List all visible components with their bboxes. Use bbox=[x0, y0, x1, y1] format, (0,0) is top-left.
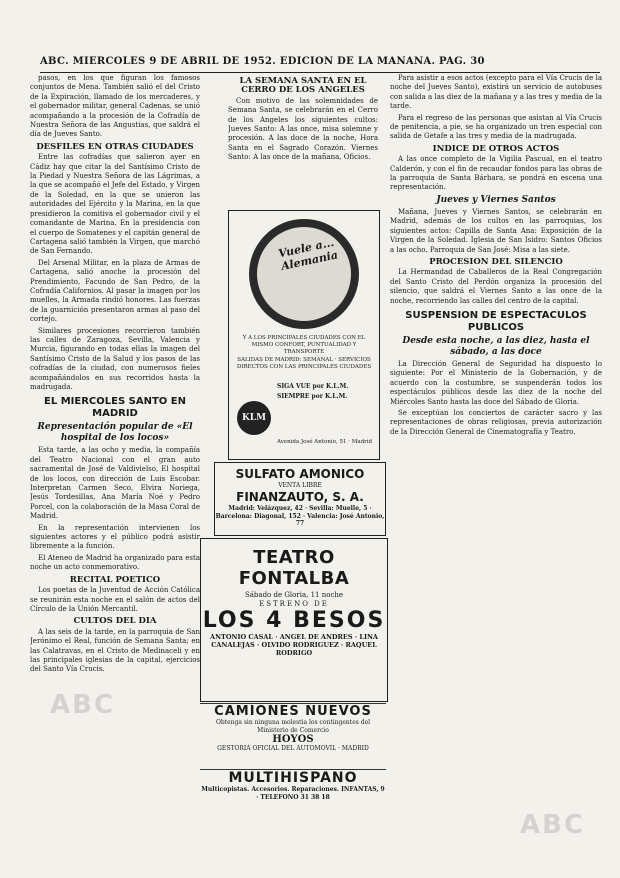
column-right bbox=[390, 74, 602, 854]
ad-cast: ANTONIO CASAL · ANGEL DE ANDRES · LINA CANALEJAS · OLVIDO RODRIGUEZ · RAQUEL RODRIGO bbox=[210, 633, 378, 657]
section-heading: RECITAL POETICO bbox=[69, 574, 161, 585]
paragraph: Los poetas de la Juventud de Acción Católica se reunirán esta noche en el salón de actos del Círculo de la Unión Mercantil. bbox=[30, 586, 200, 613]
section-heading: SUSPENSION DE ESPECTACULOS PUBLICOS bbox=[405, 309, 587, 333]
ad-brand: HOYOS bbox=[272, 734, 314, 745]
paragraph: A las once completo de la Vigilia Pascual, en el teatro Calderón, y con el fin de recaudar fondos para las obras de la parroquia de Santa Bárbara, se pondrá en escena una representación. bbox=[390, 155, 602, 192]
ad-text: SIGA VUE por K.L.M. bbox=[277, 383, 349, 390]
paragraph: Se exceptúan los conciertos de carácter sacro y las representaciones de obras religiosas, previa autorización de la Dirección General de Cinematografía y Teatro. bbox=[390, 408, 602, 436]
paragraph: pasos, en los que figuran los famosos conjuntos de Mena. También salió el del Cristo de la Expiración, llamado de los mercaderes, y el gobernador militar, general Cadenas, se unió acompañando a la procesión de la Cofradía de Nuestra Señora de las Angustias, que saldrá el día de Jueves Santo. bbox=[30, 74, 200, 139]
klm-advertisement bbox=[228, 210, 380, 460]
ad-text: SIEMPRE por K.L.M. bbox=[277, 393, 348, 400]
ad-title: SULFATO AMONICO bbox=[235, 467, 365, 481]
ad-slogan: Vuele a... Alemania bbox=[277, 235, 340, 274]
ad-brand: FINANZAUTO, S. A. bbox=[236, 490, 364, 504]
paragraph: La Hermandad de Caballeros de la Real Congregación del Santo Cristo del Perdón organiza la procesión del silencio, que saldrá el Viernes Santo a las once de la noche, recorriendo las calles del centro de la capital. bbox=[390, 268, 602, 305]
paragraph: Del Arsenal Militar, en la plaza de Armas de Cartagena, salió anoche la procesión del Prendimiento, Facundo de San Pedro, de la Cofradía Californios. Al pasar la imagen por los muelles, la Armada rindió honores. Las fuerzas de la guarnición presentaron armas al paso del cortejo. bbox=[30, 258, 200, 324]
ad-date: Sábado de Gloria, 11 noche bbox=[244, 591, 344, 599]
ad-title: TEATRO FONTALBA bbox=[238, 547, 350, 589]
ad-text: Obtenga sin ninguna molestia los contingentes del Ministerio de Comercio bbox=[215, 719, 371, 734]
section-heading: CULTOS DEL DIA bbox=[73, 616, 157, 627]
section-heading: LA SEMANA SANTA EN EL CERRO DE LOS ANGELES bbox=[239, 76, 367, 96]
ad-text: SALIDAS DE MADRID: SEMANAL · SERVICIOS DIRECTOS CON LAS PRINCIPALES CIUDADES bbox=[236, 357, 372, 370]
section-heading: PROCESION DEL SILENCIO bbox=[429, 256, 563, 267]
watermark: ABC bbox=[520, 810, 586, 840]
paragraph: El Ateneo de Madrid ha organizado para esta noche un acto conmemorativo. bbox=[30, 553, 200, 572]
ad-title: CAMIONES NUEVOS bbox=[214, 704, 372, 719]
ad-title: MULTIHISPANO bbox=[228, 770, 358, 786]
ad-text: Multicopistas. Accesorios. Reparaciones. INFANTAS, 9 · TELEFONO 31 38 18 bbox=[201, 786, 385, 801]
globe-icon bbox=[249, 219, 359, 329]
section-heading: EL MIERCOLES SANTO EN MADRID bbox=[44, 396, 186, 420]
paragraph: Similares procesiones recorrieron también las calles de Zaragoza, Sevilla, Valencia y Murcia, figurando en todas ellas la imagen del Santísimo Cristo de la Salud y los pasos de las cofradías de la ciudad, con numerosos fieles acompañándolos en sus recorridos hasta la madrugada. bbox=[30, 326, 200, 391]
subheading: Representación popular de «El hospital de los locos» bbox=[37, 422, 193, 444]
watermark: ABC bbox=[50, 690, 116, 720]
column-left bbox=[30, 74, 200, 854]
paragraph: Para asistir a esos actos (excepto para el Vía Crucis de la noche del Jueves Santo), existirá un servicio de autobuses con salida a las diez de la mañana y a las tres y media de la tarde. bbox=[390, 74, 602, 111]
paragraph: En la representación intervienen los siguientes actores y el público podrá asistir libremente a la función. bbox=[30, 523, 200, 551]
ad-address: GESTORIA OFICIAL DEL AUTOMOVIL · MADRID bbox=[217, 745, 369, 752]
paragraph: Esta tarde, a las ocho y media, la compañía del Teatro Nacional con el gran auto sacramental de José de Valdivielso, El hospital de los locos, con dirección de Luis Escobar. Interpretan Carmen Seco, Elvira Noriega, Jesús Tordesillas, Ana María Noé y Pedro Porcel, con la colaboración de la Masa Coral de Madrid. bbox=[30, 446, 200, 521]
subheading: Jueves y Viernes Santos bbox=[436, 194, 556, 205]
paragraph: Con motivo de las solemnidades de Semana Santa, se celebrarán en el Cerro de los Angeles los siguientes cultos: Jueves Santo: A las once, misa solemne y procesión. A las doce de la noche, Hora Santa en el Sagrado Corazón. Viernes Santo: A las once de la mañana, Oficios. bbox=[228, 96, 378, 162]
teatro-advertisement bbox=[200, 538, 388, 702]
ad-details: Madrid: Velázquez, 42 · Sevilla: Muelle, 5 · Barcelona: Diagonal, 152 · Valencia: José Antonio, 77 bbox=[215, 505, 385, 527]
section-heading: INDICE DE OTROS ACTOS bbox=[432, 143, 560, 154]
paragraph: A las seis de la tarde, en la parroquia de San Jerónimo el Real, función de Semana Santa; en las Calatravas, en el Cristo de Medinaceli y en las principales iglesias de la capital, ejercicios del Santo Vía Crucis. bbox=[30, 627, 200, 674]
ad-address: Avenida José Antonio, 51 · Madrid bbox=[277, 439, 373, 445]
paragraph: Entre las cofradías que salieron ayer en Cádiz hay que citar la del Santísimo Cristo de la Piedad y Nuestra Señora de las Lágrimas, a la que se acompañó el Jefe del Estado, y Virgen de la Soledad, en la que se unieron las autoridades del Ejército y la Marina, en la que presidieron la comitiva el gobernador civil y el comandante de Marina. En la presidencia con el cuerpo de Somatenes y el capitán general de Cartagena salió también la Virgen, que marchó de San Fernando. bbox=[30, 153, 200, 256]
ad-subtitle: VENTA LIBRE bbox=[278, 482, 322, 489]
ad-estreno: ESTRENO DE bbox=[259, 600, 329, 608]
sulfato-advertisement bbox=[214, 462, 386, 536]
paragraph: Mañana, Jueves y Viernes Santos, se celebrarán en Madrid, además de los cultos en las parroquias, los siguientes actos: Capilla de Santa Ana: Exposición de la Virgen de la Soledad. Iglesia de San Isidro: Santos Oficios a las ocho. Parroquia de San José: Misa a las siete. bbox=[390, 207, 602, 254]
paragraph: La Dirección General de Seguridad ha dispuesto lo siguiente: Por el Ministerio de la Gobernación, y de acuerdo con la costumbre, se suspenderán todos los espectáculos públicos desde las diez de la noche del Miércoles Santo hasta las doce del Sábado de Gloria. bbox=[390, 359, 602, 406]
multihispano-advertisement bbox=[200, 770, 386, 836]
ad-text: Y A LOS PRINCIPALES CIUDADES CON EL MISMO CONFORT, PUNTUALIDAD Y TRANSPORTE bbox=[242, 335, 366, 355]
section-heading: DESFILES EN OTRAS CIUDADES bbox=[36, 141, 194, 152]
page-header: ABC. MIERCOLES 9 DE ABRIL DE 1952. EDICION DE LA MAÑANA. PAG. 30 bbox=[40, 56, 600, 73]
subheading: Desde esta noche, a las diez, hasta el sábado, a las doce bbox=[402, 335, 590, 357]
ad-play-title: LOS 4 BESOS bbox=[202, 608, 386, 633]
klm-logo: KLM bbox=[237, 401, 271, 435]
column-middle-top bbox=[228, 74, 378, 214]
camiones-advertisement bbox=[200, 704, 386, 768]
paragraph: Para el regreso de las personas que asistan al Vía Crucis de penitencia, a pie, se ha organizado un tren especial con salida de Getafe a las tres y media de la madrugada. bbox=[390, 113, 602, 141]
